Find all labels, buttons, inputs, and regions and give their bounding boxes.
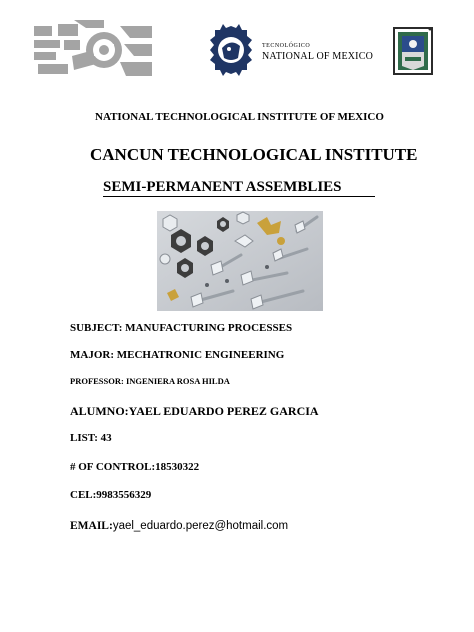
tecnm-caption-small: TECNOLÓGICO <box>262 43 311 49</box>
title-underline <box>103 196 375 197</box>
control-number-line: # OF CONTROL:18530322 <box>70 461 200 473</box>
document-title: SEMI-PERMANENT ASSEMBLIES <box>103 179 342 195</box>
email-line <box>70 520 288 532</box>
subject-line: SUBJECT: MANUFACTURING PROCESSES <box>70 322 293 334</box>
campus-name: CANCUN TECHNOLOGICAL INSTITUTE <box>90 145 418 164</box>
email-address: yael_eduardo.perez@hotmail.com <box>112 520 289 532</box>
sep-logo-icon <box>34 20 154 82</box>
list-number-line: LIST: 43 <box>70 432 112 444</box>
tecnm-caption: NATIONAL OF MEXICO <box>262 51 374 62</box>
email-label: EMAIL: <box>70 520 113 532</box>
fasteners-photo <box>157 211 323 311</box>
tecnm-gear-icon <box>210 24 252 76</box>
campus-crest-icon <box>393 27 433 75</box>
phone-line: CEL:9983556329 <box>70 489 152 501</box>
major-line: MAJOR: MECHATRONIC ENGINEERING <box>70 349 285 361</box>
professor-line: PROFESSOR: INGENIERA ROSA HILDA <box>70 376 230 386</box>
student-name-line: ALUMNO:YAEL EDUARDO PEREZ GARCIA <box>70 404 319 418</box>
institution-name: NATIONAL TECHNOLOGICAL INSTITUTE OF MEXICO <box>95 111 384 123</box>
